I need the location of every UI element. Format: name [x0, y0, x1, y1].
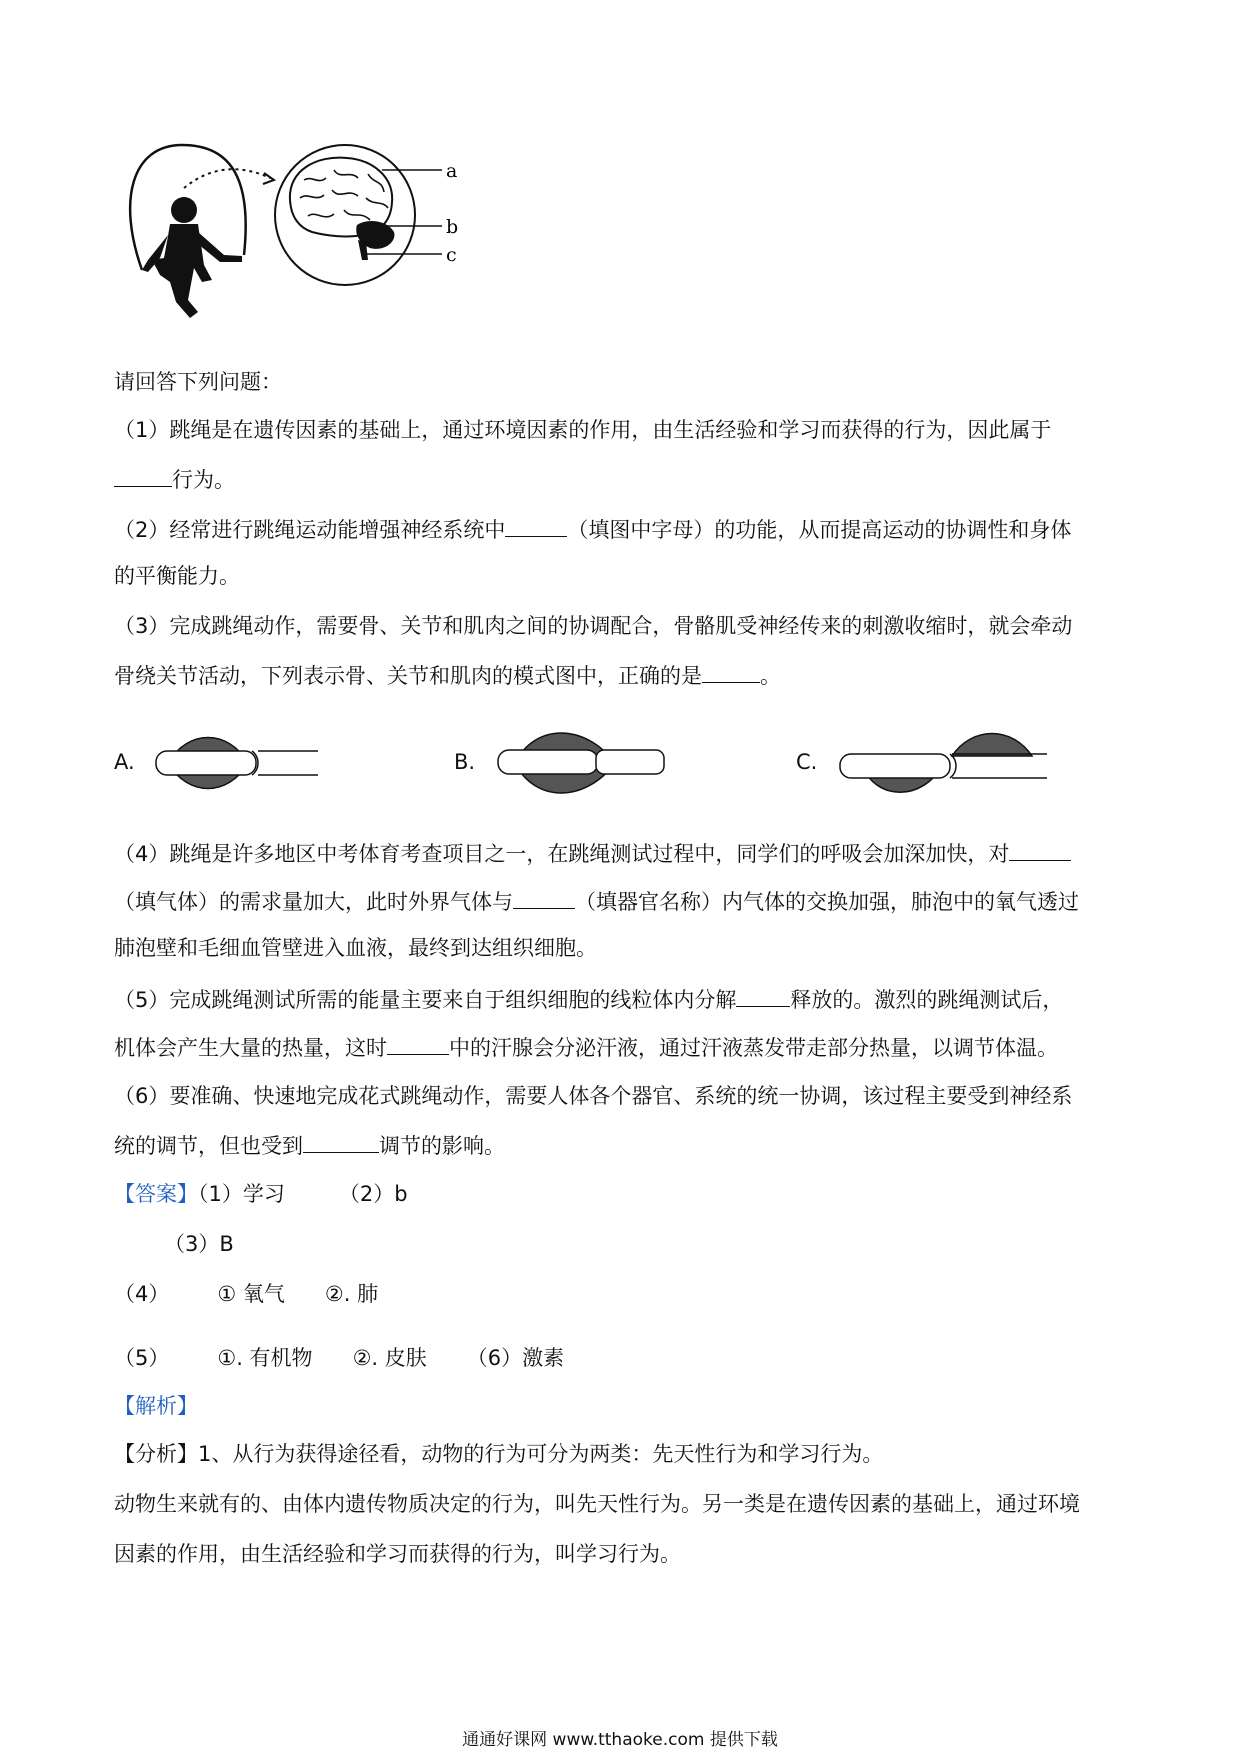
- analysis-line1: 【分析】1、从行为获得途径看，动物的行为可分为两类：先天性行为和学习行为。: [114, 1442, 884, 1466]
- answer-line1: 【答案】（1）学习 （2）b: [114, 1182, 408, 1206]
- option-c-label: C.: [796, 750, 818, 774]
- jumper-silhouette-icon: [142, 197, 242, 318]
- q6-line1: （6）要准确、快速地完成花式跳绳动作，需要人体各个器官、系统的统一协调，该过程主要受到神经系: [114, 1084, 1073, 1108]
- q6-blank[interactable]: [303, 1130, 379, 1153]
- q1-line2: 行为。: [114, 464, 235, 494]
- q5-line2: 机体会产生大量的热量，这时 中的汗腺会分泌汗液，通过汗液蒸发带走部分热量，以调节体温。: [114, 1032, 1058, 1062]
- dotted-arrow: [184, 169, 270, 188]
- q3-blank[interactable]: [702, 660, 760, 683]
- q4-blank1[interactable]: [1009, 838, 1071, 861]
- answer-line3: （4） ① 氧气 ②. 肺: [114, 1282, 379, 1306]
- q4-blank2[interactable]: [513, 886, 575, 909]
- answer-line2: （3）B: [164, 1232, 234, 1256]
- q2-blank[interactable]: [505, 514, 567, 537]
- q4-line3: 肺泡壁和毛细血管壁进入血液，最终到达组织细胞。: [114, 936, 597, 960]
- q4-line2: （填气体）的需求量加大，此时外界气体与 （填器官名称）内气体的交换加强，肺泡中的氧气透过: [114, 886, 1079, 916]
- q4-line1: （4）跳绳是许多地区中考体育考查项目之一，在跳绳测试过程中，同学们的呼吸会加深加快，对: [114, 838, 1071, 868]
- option-b-label: B.: [454, 750, 476, 774]
- answer-line4: （5） ①. 有机物 ②. 皮肤 （6）激素: [114, 1346, 565, 1370]
- q5-blank1[interactable]: [736, 984, 790, 1007]
- rope-jump-brain-figure: [112, 140, 542, 350]
- option-b-diagram: [490, 718, 670, 808]
- q5-line1: （5）完成跳绳测试所需的能量主要来自于组织细胞的线粒体内分解 释放的。激烈的跳绳测试后，: [114, 984, 1063, 1014]
- q1-line1: （1）跳绳是在遗传因素的基础上，通过环境因素的作用，由生活经验和学习而获得的行为，因此属于: [114, 418, 1052, 442]
- answer-tag: 【答案】: [114, 1182, 198, 1206]
- label-c: c: [446, 244, 457, 266]
- q2-line1: （2）经常进行跳绳运动能增强神经系统中 （填图中字母）的功能，从而提高运动的协调性和身体: [114, 514, 1071, 544]
- label-a: a: [446, 160, 458, 182]
- q3-line2: 骨绕关节活动，下列表示骨、关节和肌肉的模式图中，正确的是 。: [114, 660, 781, 690]
- footer-text: 通通好课网 www.tthaoke.com 提供下载: [462, 1730, 778, 1750]
- q2-line2: 的平衡能力。: [114, 564, 240, 588]
- brain-icon: [290, 158, 395, 260]
- option-c-diagram: [832, 726, 1057, 806]
- analysis-tag: 【解析】: [114, 1394, 198, 1418]
- q6-line2: 统的调节，但也受到 调节的影响。: [114, 1130, 505, 1160]
- label-b: b: [446, 216, 459, 238]
- option-a-diagram: [148, 724, 323, 802]
- q5-blank2[interactable]: [387, 1032, 449, 1055]
- analysis-line2: 动物生来就有的、由体内遗传物质决定的行为，叫先天性行为。另一类是在遗传因素的基础上，通过环境: [114, 1492, 1080, 1516]
- intro-text: 请回答下列问题：: [114, 370, 282, 394]
- q3-line1: （3）完成跳绳动作，需要骨、关节和肌肉之间的协调配合，骨骼肌受神经传来的刺激收缩时，就会牵动: [114, 614, 1073, 638]
- option-a-label: A.: [114, 750, 135, 774]
- q1-blank[interactable]: [114, 464, 172, 487]
- analysis-line3: 因素的作用，由生活经验和学习而获得的行为，叫学习行为。: [114, 1542, 681, 1566]
